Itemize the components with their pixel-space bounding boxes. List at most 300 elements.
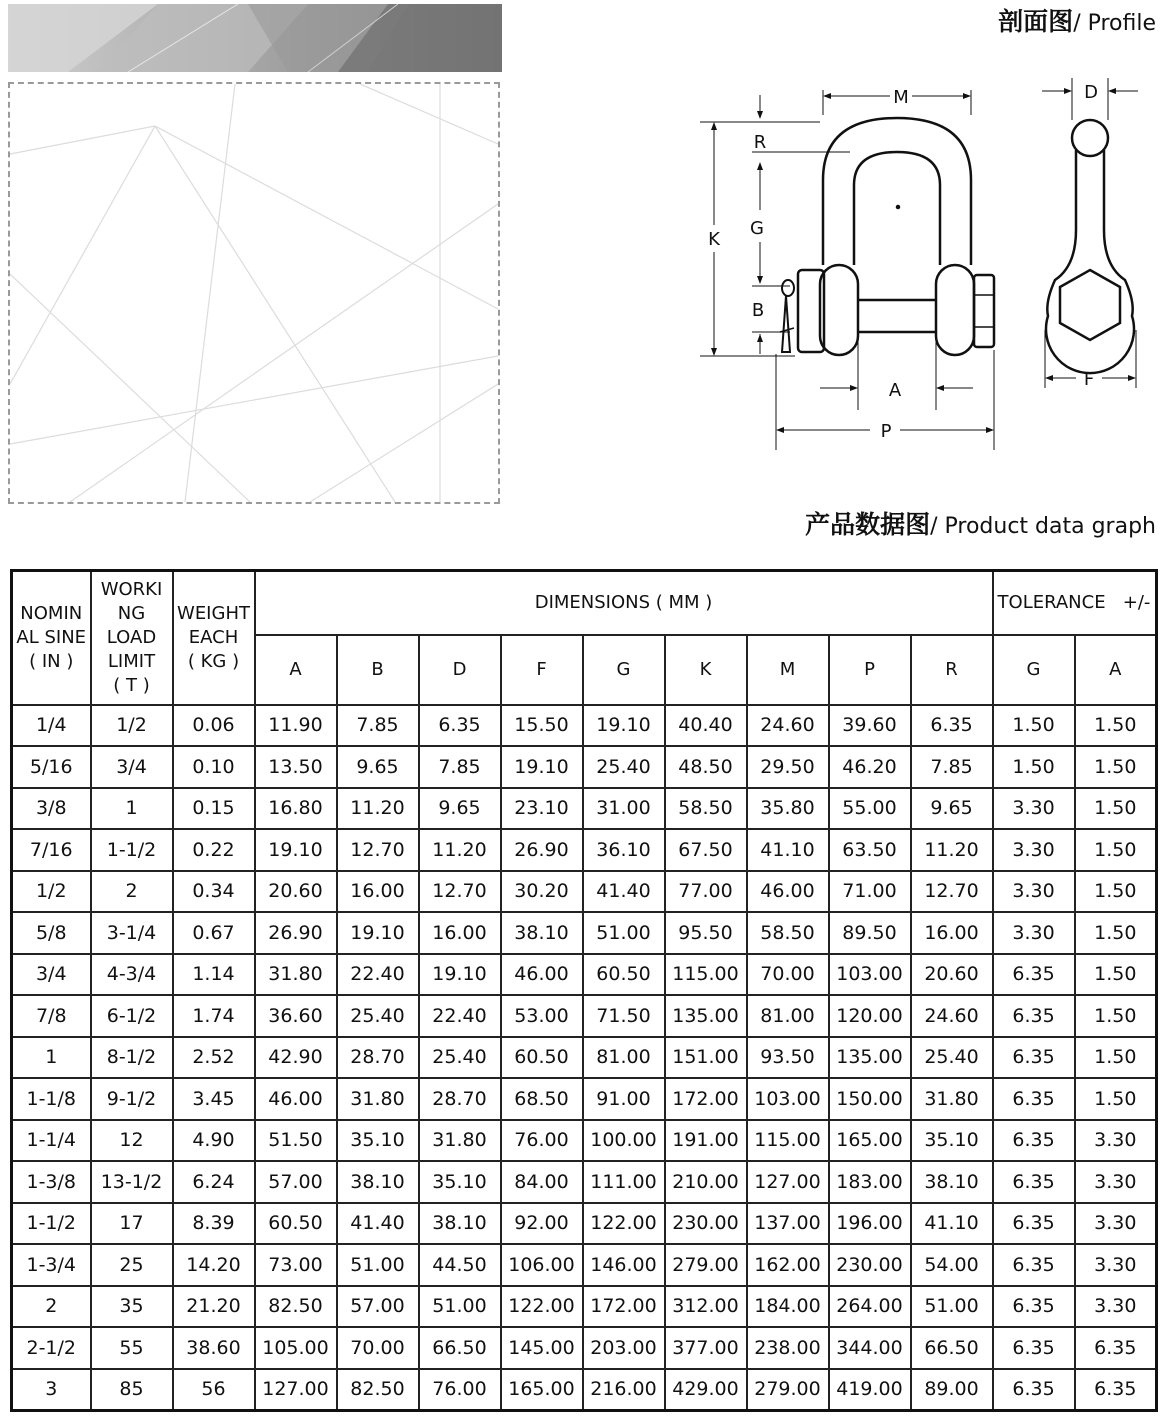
table-cell: 1.50 bbox=[1075, 1078, 1157, 1120]
table-cell: 1.50 bbox=[1075, 829, 1157, 871]
product-data-heading bbox=[805, 505, 1156, 541]
table-cell: 73.00 bbox=[255, 1244, 337, 1286]
table-cell: 1.50 bbox=[1075, 954, 1157, 996]
table-cell: 1-3/8 bbox=[12, 1161, 91, 1203]
table-cell: 70.00 bbox=[337, 1327, 419, 1369]
table-cell: 76.00 bbox=[419, 1369, 501, 1411]
table-cell: 344.00 bbox=[829, 1327, 911, 1369]
table-cell: 46.20 bbox=[829, 746, 911, 788]
table-cell: 3/4 bbox=[12, 954, 91, 996]
table-cell: 44.50 bbox=[419, 1244, 501, 1286]
table-cell: 16.00 bbox=[337, 871, 419, 913]
table-cell: 6.35 bbox=[993, 1203, 1075, 1245]
table-cell: 3/4 bbox=[91, 746, 173, 788]
header-dimensions: DIMENSIONS ( MM ) bbox=[255, 571, 993, 635]
table-cell: 0.06 bbox=[173, 705, 255, 747]
table-cell: 6.24 bbox=[173, 1161, 255, 1203]
table-cell: 4.90 bbox=[173, 1120, 255, 1162]
label-A: A bbox=[888, 380, 902, 401]
table-cell: 31.80 bbox=[337, 1078, 419, 1120]
table-cell: 183.00 bbox=[829, 1161, 911, 1203]
table-cell: 12.70 bbox=[337, 829, 419, 871]
table-cell: 6.35 bbox=[993, 1037, 1075, 1079]
header-tolerance-g: G bbox=[993, 635, 1075, 705]
table-cell: 6.35 bbox=[993, 1120, 1075, 1162]
table-cell: 82.50 bbox=[337, 1369, 419, 1411]
table-cell: 19.10 bbox=[501, 746, 583, 788]
table-cell: 238.00 bbox=[747, 1327, 829, 1369]
table-cell: 42.90 bbox=[255, 1037, 337, 1079]
table-cell: 63.50 bbox=[829, 829, 911, 871]
table-cell: 22.40 bbox=[419, 995, 501, 1037]
table-row bbox=[12, 1244, 1157, 1286]
table-row bbox=[12, 995, 1157, 1037]
table-cell: 31.00 bbox=[583, 788, 665, 830]
table-row bbox=[12, 912, 1157, 954]
profile-heading bbox=[998, 2, 1156, 38]
table-cell: 6.35 bbox=[993, 1286, 1075, 1328]
shackle-bow-outer bbox=[823, 118, 971, 265]
label-B: B bbox=[751, 300, 765, 321]
table-row bbox=[12, 954, 1157, 996]
table-cell: 264.00 bbox=[829, 1286, 911, 1328]
table-cell: 191.00 bbox=[665, 1120, 747, 1162]
table-cell: 9.65 bbox=[419, 788, 501, 830]
table-cell: 41.40 bbox=[583, 871, 665, 913]
label-M: M bbox=[893, 87, 909, 108]
profile-heading-en: / Profile bbox=[1073, 11, 1156, 36]
table-cell: 6.35 bbox=[993, 1078, 1075, 1120]
product-data-table bbox=[10, 569, 1158, 1412]
table-cell: 3.30 bbox=[1075, 1161, 1157, 1203]
table-cell: 1.50 bbox=[1075, 871, 1157, 913]
product-image-placeholder bbox=[8, 82, 500, 504]
table-cell: 3.30 bbox=[993, 788, 1075, 830]
table-cell: 56 bbox=[173, 1369, 255, 1411]
center-dot bbox=[897, 206, 900, 209]
table-cell: 122.00 bbox=[583, 1203, 665, 1245]
table-cell: 28.70 bbox=[337, 1037, 419, 1079]
table-cell: 26.90 bbox=[255, 912, 337, 954]
table-cell: 3 bbox=[12, 1369, 91, 1411]
table-row bbox=[12, 829, 1157, 871]
table-cell: 6.35 bbox=[911, 705, 993, 747]
product-data-heading-cn: 产品数据图 bbox=[805, 510, 931, 539]
table-cell: 115.00 bbox=[665, 954, 747, 996]
table-cell: 0.67 bbox=[173, 912, 255, 954]
table-cell: 1 bbox=[12, 1037, 91, 1079]
table-cell: 1.50 bbox=[1075, 995, 1157, 1037]
nut bbox=[974, 275, 994, 347]
table-cell: 146.00 bbox=[583, 1244, 665, 1286]
table-cell: 6.35 bbox=[993, 954, 1075, 996]
table-cell: 16.80 bbox=[255, 788, 337, 830]
header-nominal-size: NOMIN AL SINE ( IN ) bbox=[12, 571, 91, 705]
table-cell: 127.00 bbox=[747, 1161, 829, 1203]
table-cell: 53.00 bbox=[501, 995, 583, 1037]
table-cell: 38.10 bbox=[501, 912, 583, 954]
header-dim-g: G bbox=[583, 635, 665, 705]
table-cell: 25.40 bbox=[337, 995, 419, 1037]
table-cell: 35.10 bbox=[419, 1161, 501, 1203]
table-cell: 1.50 bbox=[1075, 1037, 1157, 1079]
table-cell: 1-1/2 bbox=[12, 1203, 91, 1245]
side-view-hex-nut bbox=[1060, 270, 1120, 340]
table-cell: 51.50 bbox=[255, 1120, 337, 1162]
table-cell: 6.35 bbox=[993, 1369, 1075, 1411]
table-cell: 70.00 bbox=[747, 954, 829, 996]
table-cell: 115.00 bbox=[747, 1120, 829, 1162]
table-row bbox=[12, 1203, 1157, 1245]
table-cell: 46.00 bbox=[501, 954, 583, 996]
table-cell: 2.52 bbox=[173, 1037, 255, 1079]
table-cell: 85 bbox=[91, 1369, 173, 1411]
table-cell: 35.10 bbox=[911, 1120, 993, 1162]
table-cell: 95.50 bbox=[665, 912, 747, 954]
table-cell: 135.00 bbox=[665, 995, 747, 1037]
table-cell: 84.00 bbox=[501, 1161, 583, 1203]
product-data-heading-en: / Product data graph bbox=[930, 514, 1156, 539]
table-cell: 41.10 bbox=[747, 829, 829, 871]
table-cell: 3-1/4 bbox=[91, 912, 173, 954]
table-cell: 22.40 bbox=[337, 954, 419, 996]
table-cell: 203.00 bbox=[583, 1327, 665, 1369]
table-cell: 279.00 bbox=[665, 1244, 747, 1286]
table-cell: 1.50 bbox=[993, 746, 1075, 788]
table-row bbox=[12, 705, 1157, 747]
table-row bbox=[12, 1078, 1157, 1120]
table-cell: 165.00 bbox=[501, 1369, 583, 1411]
table-body bbox=[12, 705, 1157, 1411]
table-cell: 9.65 bbox=[337, 746, 419, 788]
table-row bbox=[12, 788, 1157, 830]
label-G: G bbox=[750, 218, 764, 239]
table-cell: 25.40 bbox=[419, 1037, 501, 1079]
table-cell: 111.00 bbox=[583, 1161, 665, 1203]
table-cell: 51.00 bbox=[583, 912, 665, 954]
table-cell: 14.20 bbox=[173, 1244, 255, 1286]
table-cell: 1.74 bbox=[173, 995, 255, 1037]
table-cell: 38.10 bbox=[337, 1161, 419, 1203]
table-cell: 15.50 bbox=[501, 705, 583, 747]
table-cell: 1.50 bbox=[1075, 788, 1157, 830]
table-cell: 150.00 bbox=[829, 1078, 911, 1120]
table-cell: 419.00 bbox=[829, 1369, 911, 1411]
table-cell: 135.00 bbox=[829, 1037, 911, 1079]
table-cell: 54.00 bbox=[911, 1244, 993, 1286]
table-cell: 0.22 bbox=[173, 829, 255, 871]
table-cell: 0.15 bbox=[173, 788, 255, 830]
table-cell: 93.50 bbox=[747, 1037, 829, 1079]
table-cell: 12 bbox=[91, 1120, 173, 1162]
table-cell: 151.00 bbox=[665, 1037, 747, 1079]
table-cell: 230.00 bbox=[829, 1244, 911, 1286]
table-cell: 3.30 bbox=[993, 829, 1075, 871]
table-cell: 1.50 bbox=[1075, 912, 1157, 954]
table-cell: 60.50 bbox=[255, 1203, 337, 1245]
table-cell: 20.60 bbox=[255, 871, 337, 913]
table-cell: 31.80 bbox=[419, 1120, 501, 1162]
shackle-ear-left bbox=[820, 265, 858, 355]
table-cell: 1-1/8 bbox=[12, 1078, 91, 1120]
table-cell: 41.40 bbox=[337, 1203, 419, 1245]
table-cell: 165.00 bbox=[829, 1120, 911, 1162]
table-cell: 51.00 bbox=[419, 1286, 501, 1328]
table-cell: 36.60 bbox=[255, 995, 337, 1037]
table-cell: 279.00 bbox=[747, 1369, 829, 1411]
table-cell: 9-1/2 bbox=[91, 1078, 173, 1120]
table-row bbox=[12, 1037, 1157, 1079]
table-cell: 55 bbox=[91, 1327, 173, 1369]
table-cell: 1 bbox=[91, 788, 173, 830]
table-cell: 429.00 bbox=[665, 1369, 747, 1411]
table-cell: 3.30 bbox=[1075, 1120, 1157, 1162]
table-cell: 19.10 bbox=[255, 829, 337, 871]
banner-graphic bbox=[8, 4, 502, 72]
table-cell: 2 bbox=[91, 871, 173, 913]
table-cell: 1-1/4 bbox=[12, 1120, 91, 1162]
table-cell: 7.85 bbox=[911, 746, 993, 788]
table-cell: 89.00 bbox=[911, 1369, 993, 1411]
table-cell: 29.50 bbox=[747, 746, 829, 788]
table-cell: 145.00 bbox=[501, 1327, 583, 1369]
table-cell: 81.00 bbox=[583, 1037, 665, 1079]
table-cell: 312.00 bbox=[665, 1286, 747, 1328]
table-cell: 184.00 bbox=[747, 1286, 829, 1328]
table-cell: 35.10 bbox=[337, 1120, 419, 1162]
table-cell: 26.90 bbox=[501, 829, 583, 871]
table-cell: 66.50 bbox=[911, 1327, 993, 1369]
table-cell: 19.10 bbox=[337, 912, 419, 954]
table-cell: 35.80 bbox=[747, 788, 829, 830]
table-cell: 6.35 bbox=[993, 995, 1075, 1037]
table-cell: 48.50 bbox=[665, 746, 747, 788]
table-cell: 76.00 bbox=[501, 1120, 583, 1162]
table-cell: 137.00 bbox=[747, 1203, 829, 1245]
table-cell: 1/4 bbox=[12, 705, 91, 747]
table-cell: 6.35 bbox=[1075, 1369, 1157, 1411]
table-cell: 3.30 bbox=[993, 912, 1075, 954]
table-cell: 6.35 bbox=[419, 705, 501, 747]
table-cell: 11.20 bbox=[419, 829, 501, 871]
table-cell: 1/2 bbox=[91, 705, 173, 747]
table-cell: 41.10 bbox=[911, 1203, 993, 1245]
header-tolerance: TOLERANCE +/- bbox=[993, 571, 1157, 635]
table-cell: 12.70 bbox=[911, 871, 993, 913]
background-line-art bbox=[10, 84, 498, 502]
table-cell: 6-1/2 bbox=[91, 995, 173, 1037]
table-cell: 1.14 bbox=[173, 954, 255, 996]
side-view-pin-circle bbox=[1072, 120, 1108, 156]
table-cell: 71.50 bbox=[583, 995, 665, 1037]
table-cell: 51.00 bbox=[337, 1244, 419, 1286]
label-F: F bbox=[1083, 369, 1095, 390]
table-cell: 8.39 bbox=[173, 1203, 255, 1245]
label-R: R bbox=[753, 132, 767, 153]
table-row bbox=[12, 1286, 1157, 1328]
table-cell: 40.40 bbox=[665, 705, 747, 747]
header-tolerance-a: A bbox=[1075, 635, 1157, 705]
table-cell: 3.30 bbox=[993, 871, 1075, 913]
header-dim-d: D bbox=[419, 635, 501, 705]
table-cell: 31.80 bbox=[255, 954, 337, 996]
table-cell: 377.00 bbox=[665, 1327, 747, 1369]
table-cell: 46.00 bbox=[747, 871, 829, 913]
table-cell: 8-1/2 bbox=[91, 1037, 173, 1079]
header-dim-p: P bbox=[829, 635, 911, 705]
table-cell: 122.00 bbox=[501, 1286, 583, 1328]
table-row bbox=[12, 1161, 1157, 1203]
table-cell: 0.34 bbox=[173, 871, 255, 913]
label-P: P bbox=[880, 421, 892, 442]
table-cell: 36.10 bbox=[583, 829, 665, 871]
table-cell: 66.50 bbox=[419, 1327, 501, 1369]
header-dim-k: K bbox=[665, 635, 747, 705]
table-cell: 13.50 bbox=[255, 746, 337, 788]
table-cell: 1-3/4 bbox=[12, 1244, 91, 1286]
table-cell: 89.50 bbox=[829, 912, 911, 954]
shackle-profile-diagram bbox=[690, 70, 1150, 455]
table-cell: 100.00 bbox=[583, 1120, 665, 1162]
table-cell: 216.00 bbox=[583, 1369, 665, 1411]
table-cell: 1.50 bbox=[1075, 746, 1157, 788]
table-cell: 38.60 bbox=[173, 1327, 255, 1369]
table-cell: 1-1/2 bbox=[91, 829, 173, 871]
table-cell: 46.00 bbox=[255, 1078, 337, 1120]
table-cell: 39.60 bbox=[829, 705, 911, 747]
table-cell: 3.45 bbox=[173, 1078, 255, 1120]
header-working-load-limit: WORKI NG LOAD LIMIT ( T ) bbox=[91, 571, 173, 705]
table-cell: 21.20 bbox=[173, 1286, 255, 1328]
table-cell: 3/8 bbox=[12, 788, 91, 830]
table-cell: 7/16 bbox=[12, 829, 91, 871]
table-cell: 3.30 bbox=[1075, 1286, 1157, 1328]
table-cell: 1.50 bbox=[1075, 705, 1157, 747]
table-cell: 3.30 bbox=[1075, 1244, 1157, 1286]
table-cell: 25 bbox=[91, 1244, 173, 1286]
table-cell: 81.00 bbox=[747, 995, 829, 1037]
table-cell: 4-3/4 bbox=[91, 954, 173, 996]
table-cell: 3.30 bbox=[1075, 1203, 1157, 1245]
table-row bbox=[12, 1327, 1157, 1369]
table-cell: 1.50 bbox=[993, 705, 1075, 747]
table-row bbox=[12, 1120, 1157, 1162]
table-cell: 13-1/2 bbox=[91, 1161, 173, 1203]
table-cell: 105.00 bbox=[255, 1327, 337, 1369]
table-cell: 120.00 bbox=[829, 995, 911, 1037]
table-cell: 11.20 bbox=[911, 829, 993, 871]
table-cell: 19.10 bbox=[583, 705, 665, 747]
table-cell: 7/8 bbox=[12, 995, 91, 1037]
table-row bbox=[12, 746, 1157, 788]
header-dim-a: A bbox=[255, 635, 337, 705]
table-cell: 24.60 bbox=[747, 705, 829, 747]
table-cell: 196.00 bbox=[829, 1203, 911, 1245]
table-cell: 25.40 bbox=[583, 746, 665, 788]
table-cell: 92.00 bbox=[501, 1203, 583, 1245]
table-cell: 60.50 bbox=[501, 1037, 583, 1079]
table-cell: 71.00 bbox=[829, 871, 911, 913]
table-cell: 162.00 bbox=[747, 1244, 829, 1286]
table-cell: 7.85 bbox=[337, 705, 419, 747]
table-cell: 7.85 bbox=[419, 746, 501, 788]
table-cell: 127.00 bbox=[255, 1369, 337, 1411]
table-cell: 6.35 bbox=[1075, 1327, 1157, 1369]
label-D: D bbox=[1084, 82, 1098, 103]
table-cell: 172.00 bbox=[583, 1286, 665, 1328]
table-cell: 57.00 bbox=[337, 1286, 419, 1328]
table-cell: 9.65 bbox=[911, 788, 993, 830]
table-cell: 2-1/2 bbox=[12, 1327, 91, 1369]
table-row bbox=[12, 1369, 1157, 1411]
header-dim-m: M bbox=[747, 635, 829, 705]
header-weight-each: WEIGHT EACH ( KG ) bbox=[173, 571, 255, 705]
table-cell: 6.35 bbox=[993, 1327, 1075, 1369]
table-cell: 16.00 bbox=[419, 912, 501, 954]
table-cell: 57.00 bbox=[255, 1161, 337, 1203]
table-cell: 106.00 bbox=[501, 1244, 583, 1286]
table-cell: 77.00 bbox=[665, 871, 747, 913]
table-cell: 23.10 bbox=[501, 788, 583, 830]
table-cell: 1/2 bbox=[12, 871, 91, 913]
table-cell: 58.50 bbox=[747, 912, 829, 954]
table-cell: 91.00 bbox=[583, 1078, 665, 1120]
label-K: K bbox=[708, 229, 720, 250]
table-cell: 5/8 bbox=[12, 912, 91, 954]
table-cell: 11.90 bbox=[255, 705, 337, 747]
profile-heading-cn: 剖面图 bbox=[998, 7, 1074, 36]
table-cell: 55.00 bbox=[829, 788, 911, 830]
table-cell: 12.70 bbox=[419, 871, 501, 913]
table-cell: 68.50 bbox=[501, 1078, 583, 1120]
table-cell: 103.00 bbox=[747, 1078, 829, 1120]
table-cell: 210.00 bbox=[665, 1161, 747, 1203]
table-cell: 6.35 bbox=[993, 1244, 1075, 1286]
table-cell: 67.50 bbox=[665, 829, 747, 871]
table-cell: 103.00 bbox=[829, 954, 911, 996]
table-cell: 60.50 bbox=[583, 954, 665, 996]
table-cell: 38.10 bbox=[419, 1203, 501, 1245]
table-cell: 82.50 bbox=[255, 1286, 337, 1328]
table-cell: 28.70 bbox=[419, 1078, 501, 1120]
table-cell: 230.00 bbox=[665, 1203, 747, 1245]
table-cell: 19.10 bbox=[419, 954, 501, 996]
table-cell: 20.60 bbox=[911, 954, 993, 996]
table-cell: 58.50 bbox=[665, 788, 747, 830]
header-dim-b: B bbox=[337, 635, 419, 705]
table-row bbox=[12, 871, 1157, 913]
table-cell: 31.80 bbox=[911, 1078, 993, 1120]
table-cell: 5/16 bbox=[12, 746, 91, 788]
table-cell: 38.10 bbox=[911, 1161, 993, 1203]
header-dim-r: R bbox=[911, 635, 993, 705]
table-cell: 30.20 bbox=[501, 871, 583, 913]
table-cell: 25.40 bbox=[911, 1037, 993, 1079]
shackle-ear-right bbox=[936, 265, 974, 355]
table-cell: 11.20 bbox=[337, 788, 419, 830]
table-cell: 0.10 bbox=[173, 746, 255, 788]
table-cell: 35 bbox=[91, 1286, 173, 1328]
decorative-banner bbox=[8, 4, 502, 72]
table-cell: 6.35 bbox=[993, 1161, 1075, 1203]
table-cell: 17 bbox=[91, 1203, 173, 1245]
table-cell: 2 bbox=[12, 1286, 91, 1328]
header-dim-f: F bbox=[501, 635, 583, 705]
table-cell: 24.60 bbox=[911, 995, 993, 1037]
table-cell: 16.00 bbox=[911, 912, 993, 954]
table-cell: 172.00 bbox=[665, 1078, 747, 1120]
table-cell: 51.00 bbox=[911, 1286, 993, 1328]
